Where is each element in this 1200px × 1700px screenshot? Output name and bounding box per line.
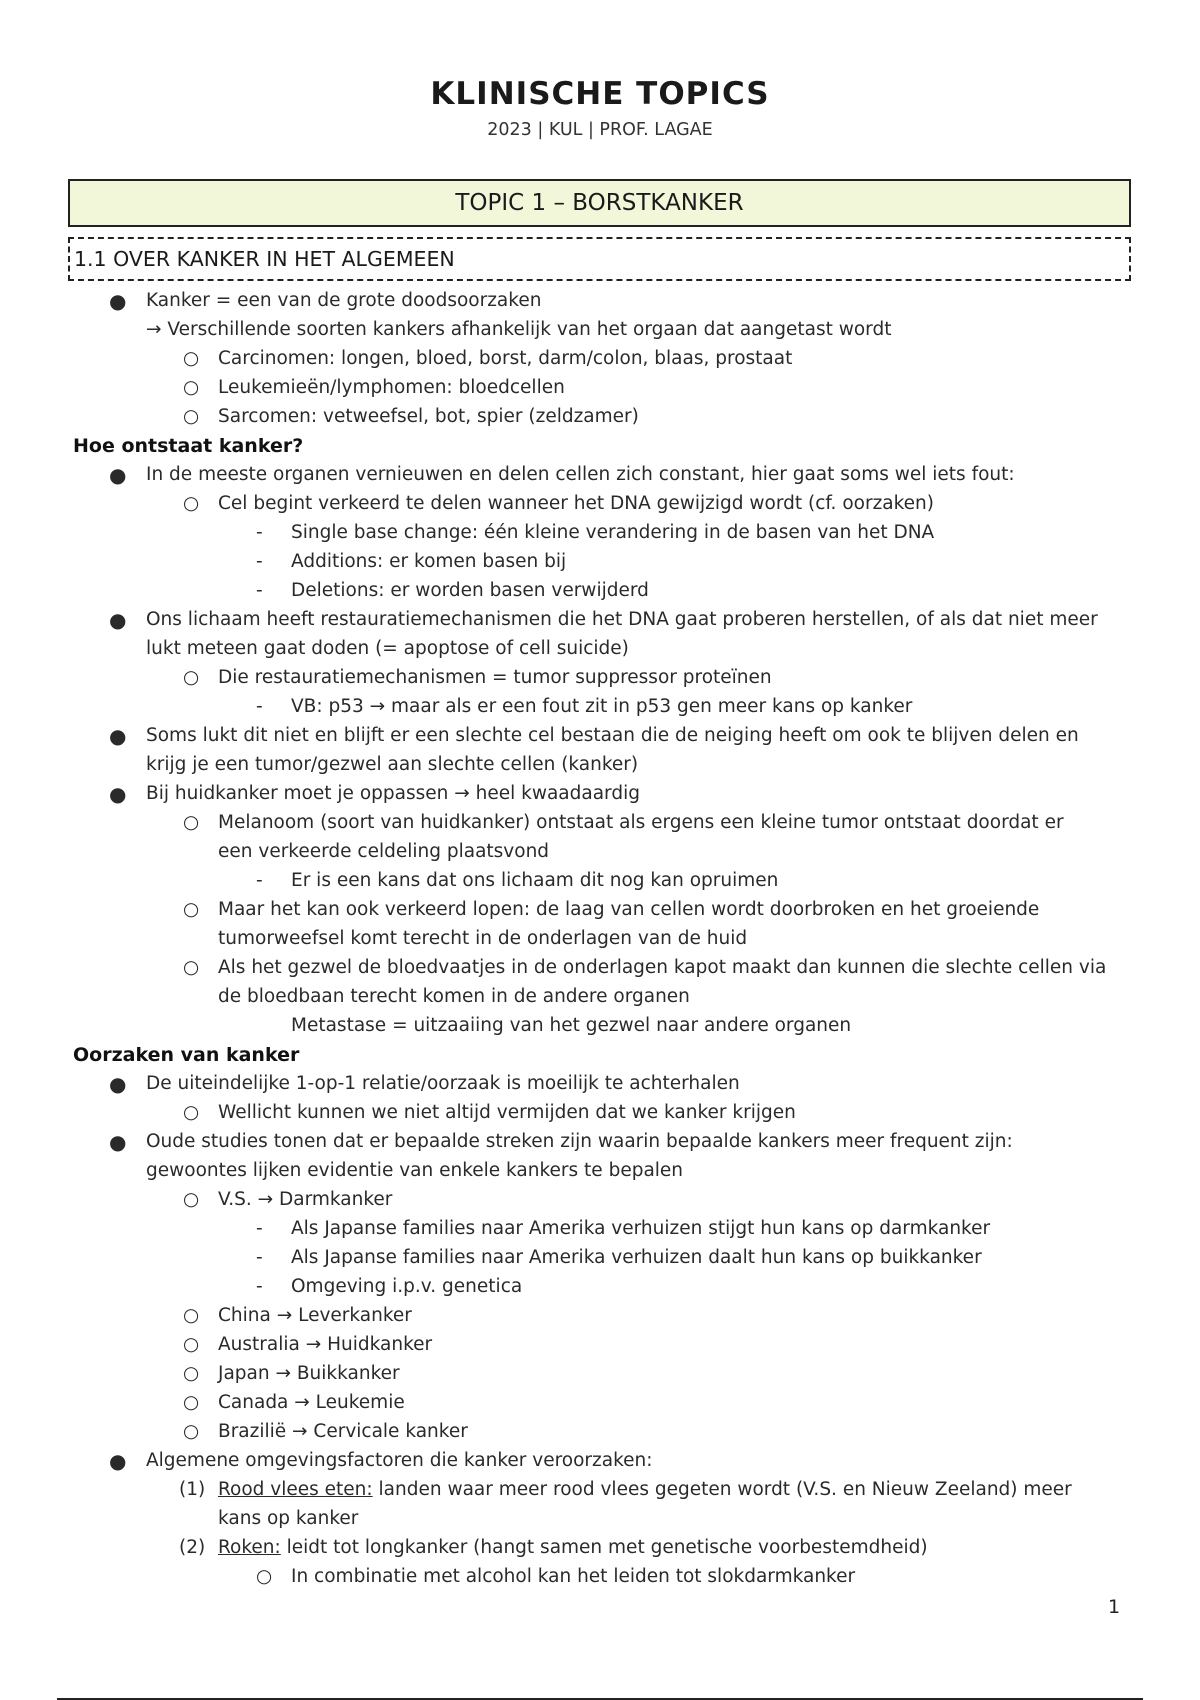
list-item: De uiteindelijke 1-op-1 relatie/oorzaak is moeilijk te achterhalen: [146, 1073, 740, 1094]
circle-marker: ○: [256, 1566, 273, 1587]
dash-marker: -: [256, 551, 263, 572]
list-item: Als Japanse families naar Amerika verhuizen daalt hun kans op buikkanker: [291, 1247, 982, 1268]
dash-marker: -: [256, 580, 263, 601]
dash-marker: -: [256, 1247, 263, 1268]
list-item: Additions: er komen basen bij: [291, 551, 567, 572]
dash-marker: -: [256, 696, 263, 717]
dash-marker: -: [256, 870, 263, 891]
bullet-marker: ●: [109, 289, 127, 313]
list-item: Als het gezwel de bloedvaatjes in de onderlagen kapot maakt dan kunnen die slechte cellen via: [218, 957, 1107, 978]
numbered-marker: (2): [179, 1537, 206, 1558]
circle-marker: ○: [183, 667, 200, 688]
bullet-marker: ●: [109, 1130, 127, 1154]
list-item: Japan → Buikkanker: [218, 1363, 400, 1384]
document-subtitle: 2023 | KUL | PROF. LAGAE: [487, 120, 713, 140]
section-heading: 1.1 OVER KANKER IN HET ALGEMEEN: [68, 237, 1131, 281]
list-item: Soms lukt dit niet en blijft er een slechte cel bestaan die de neiging heeft om ook te blijven delen en: [146, 725, 1079, 746]
dash-marker: -: [256, 1276, 263, 1297]
list-item: Algemene omgevingsfactoren die kanker veroorzaken:: [146, 1450, 653, 1471]
list-item: Maar het kan ook verkeerd lopen: de laag van cellen wordt doorbroken en het groeiende: [218, 899, 1040, 920]
list-item: Oude studies tonen dat er bepaalde streken zijn waarin bepaalde kankers meer frequent zijn:: [146, 1131, 1013, 1152]
list-item: Metastase = uitzaaiing van het gezwel naar andere organen: [291, 1015, 852, 1036]
dash-marker: -: [256, 1218, 263, 1239]
list-item: Cel begint verkeerd te delen wanneer het DNA gewijzigd wordt (cf. oorzaken): [218, 493, 934, 514]
list-item: Carcinomen: longen, bloed, borst, darm/colon, blaas, prostaat: [218, 348, 793, 369]
underlined-term: Rood vlees eten:: [218, 1479, 373, 1500]
circle-marker: ○: [183, 957, 200, 978]
circle-marker: ○: [183, 812, 200, 833]
list-item: In combinatie met alcohol kan het leiden tot slokdarmkanker: [291, 1566, 856, 1587]
list-item: Er is een kans dat ons lichaam dit nog kan opruimen: [291, 870, 779, 891]
list-item: krijg je een tumor/gezwel aan slechte cellen (kanker): [146, 754, 639, 775]
circle-marker: ○: [183, 1102, 200, 1123]
list-item: Australia → Huidkanker: [218, 1334, 433, 1355]
list-item: een verkeerde celdeling plaatsvond: [218, 841, 550, 862]
list-item: Die restauratiemechanismen = tumor suppressor proteïnen: [218, 667, 772, 688]
circle-marker: ○: [183, 1305, 200, 1326]
subheading: Hoe ontstaat kanker?: [73, 435, 304, 457]
list-item: gewoontes lijken evidentie van enkele kankers te bepalen: [146, 1160, 684, 1181]
list-item-text: leidt tot longkanker (hangt samen met genetische voorbestemdheid): [280, 1537, 928, 1558]
circle-marker: ○: [183, 493, 200, 514]
list-item: China → Leverkanker: [218, 1305, 412, 1326]
list-item: VB: p53 → maar als er een fout zit in p53 gen meer kans op kanker: [291, 696, 913, 717]
bullet-marker: ●: [109, 1072, 127, 1096]
circle-marker: ○: [183, 1189, 200, 1210]
list-item: Sarcomen: vetweefsel, bot, spier (zeldzamer): [218, 406, 639, 427]
bullet-marker: ●: [109, 782, 127, 806]
circle-marker: ○: [183, 377, 200, 398]
list-item: [218, 1534, 928, 1562]
list-item: → Verschillende soorten kankers afhankelijk van het orgaan dat aangetast wordt: [146, 319, 892, 340]
list-item: Als Japanse families naar Amerika verhuizen stijgt hun kans op darmkanker: [291, 1218, 991, 1239]
list-item: Canada → Leukemie: [218, 1392, 405, 1413]
list-item: Melanoom (soort van huidkanker) ontstaat als ergens een kleine tumor ontstaat doordat er: [218, 812, 1064, 833]
circle-marker: ○: [183, 1421, 200, 1442]
list-item: Bij huidkanker moet je oppassen → heel kwaadaardig: [146, 783, 640, 804]
list-item: tumorweefsel komt terecht in de onderlagen van de huid: [218, 928, 748, 949]
circle-marker: ○: [183, 1334, 200, 1355]
list-item: In de meeste organen vernieuwen en delen cellen zich constant, hier gaat soms wel iets fout:: [146, 464, 1015, 485]
topic-heading: TOPIC 1 – BORSTKANKER: [68, 179, 1131, 227]
list-item: Single base change: één kleine verandering in de basen van het DNA: [291, 522, 935, 543]
list-item: V.S. → Darmkanker: [218, 1189, 393, 1210]
bullet-marker: ●: [109, 463, 127, 487]
list-item: Kanker = een van de grote doodsoorzaken: [146, 290, 542, 311]
circle-marker: ○: [183, 899, 200, 920]
list-item: Leukemieën/lymphomen: bloedcellen: [218, 377, 565, 398]
circle-marker: ○: [183, 406, 200, 427]
list-item: kans op kanker: [218, 1508, 359, 1529]
list-item: de bloedbaan terecht komen in de andere organen: [218, 986, 690, 1007]
list-item: Brazilië → Cervicale kanker: [218, 1421, 468, 1442]
subheading: Oorzaken van kanker: [73, 1044, 300, 1066]
bullet-marker: ●: [109, 1449, 127, 1473]
list-item: Omgeving i.p.v. genetica: [291, 1276, 523, 1297]
list-item: Deletions: er worden basen verwijderd: [291, 580, 649, 601]
circle-marker: ○: [183, 1392, 200, 1413]
list-item-text: landen waar meer rood vlees gegeten wordt (V.S. en Nieuw Zeeland) meer: [372, 1479, 1072, 1500]
dash-marker: -: [256, 522, 263, 543]
bullet-marker: ●: [109, 608, 127, 632]
underlined-term: Roken:: [218, 1537, 281, 1558]
document-title: KLINISCHE TOPICS: [430, 76, 770, 112]
list-item: Ons lichaam heeft restauratiemechanismen die het DNA gaat proberen herstellen, of als dat niet meer: [146, 609, 1098, 630]
circle-marker: ○: [183, 1363, 200, 1384]
bullet-marker: ●: [109, 724, 127, 748]
list-item: lukt meteen gaat doden (= apoptose of cell suicide): [146, 638, 629, 659]
list-item: [218, 1476, 1072, 1504]
numbered-marker: (1): [179, 1479, 206, 1500]
circle-marker: ○: [183, 348, 200, 369]
page-number: 1: [1108, 1596, 1121, 1618]
list-item: Wellicht kunnen we niet altijd vermijden dat we kanker krijgen: [218, 1102, 796, 1123]
